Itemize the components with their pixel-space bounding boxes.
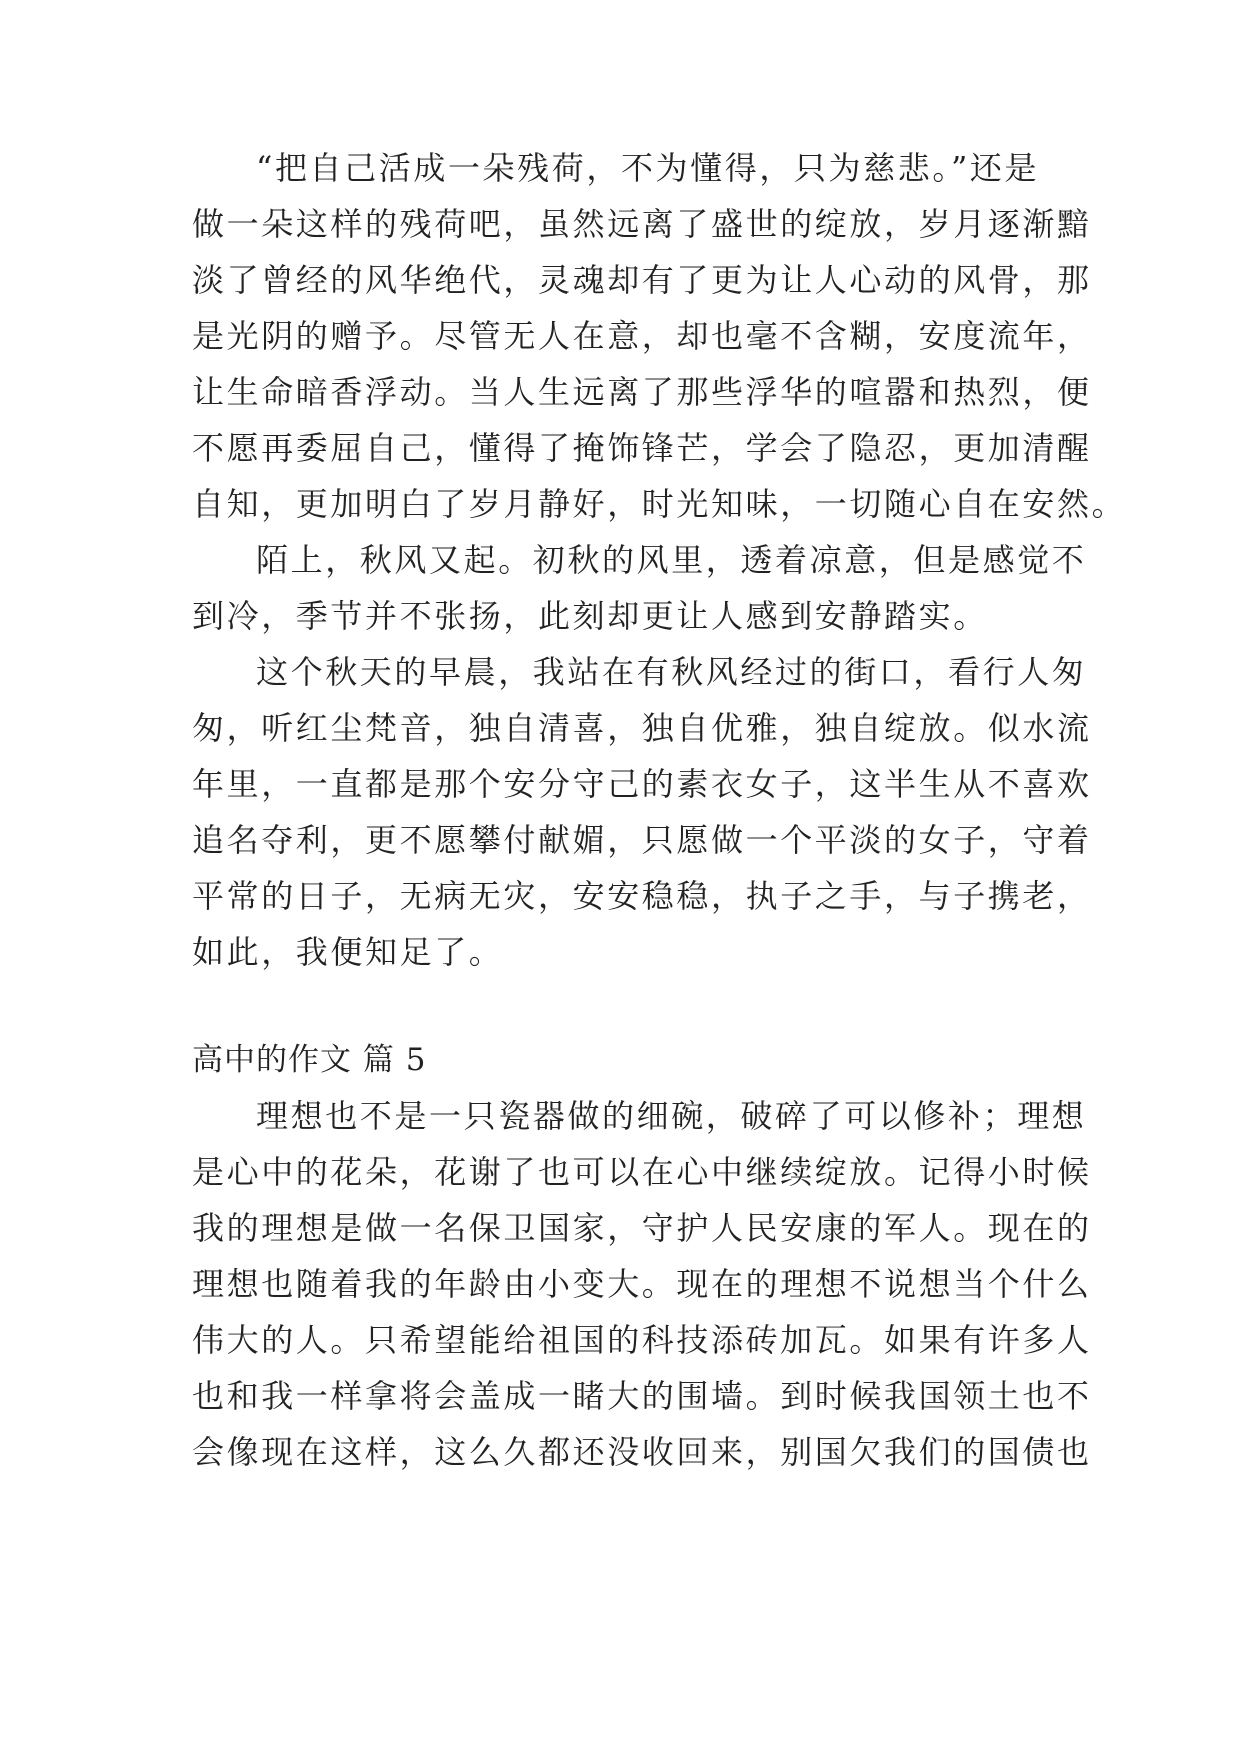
paragraph-line: 淡了曾经的风华绝代，灵魂却有了更为让人心动的风骨，那 [192, 261, 1092, 299]
paragraph-line: 年里，一直都是那个安分守己的素衣女子，这半生从不喜欢 [192, 765, 1092, 803]
section-heading: 高中的作文 篇 5 [192, 1042, 427, 1078]
paragraph-line: 我的理想是做一名保卫国家，守护人民安康的军人。现在的 [192, 1209, 1092, 1247]
paragraph-line: 平常的日子，无病无灾，安安稳稳，执子之手，与子携老， [192, 877, 1092, 915]
paragraph-line: 自知，更加明白了岁月静好，时光知味，一切随心自在安然。 [192, 485, 1127, 523]
paragraph-line: 如此，我便知足了。 [192, 933, 504, 971]
paragraph-line: 理想也随着我的年龄由小变大。现在的理想不说想当个什么 [192, 1265, 1092, 1303]
paragraph-line: 理想也不是一只瓷器做的细碗，破碎了可以修补；理想 [256, 1097, 1087, 1135]
paragraph-line: 会像现在这样，这么久都还没收回来，别国欠我们的国债也 [192, 1433, 1092, 1471]
paragraph-line: 是光阴的赠予。尽管无人在意，却也毫不含糊，安度流年， [192, 317, 1092, 355]
paragraph-line: 匆，听红尘梵音，独自清喜，独自优雅，独自绽放。似水流 [192, 709, 1092, 747]
paragraph-line: 陌上，秋风又起。初秋的风里，透着凉意，但是感觉不 [256, 541, 1087, 579]
paragraph-line: 伟大的人。只希望能给祖国的科技添砖加瓦。如果有许多人 [192, 1321, 1092, 1359]
paragraph-line: 到冷，季节并不张扬，此刻却更让人感到安静踏实。 [192, 597, 988, 635]
paragraph-line: “把自己活成一朵残荷，不为懂得，只为慈悲。”还是 [256, 149, 1040, 187]
paragraph-line: 做一朵这样的残荷吧，虽然远离了盛世的绽放，岁月逐渐黯 [192, 205, 1092, 243]
paragraph-line: 追名夺利，更不愿攀付献媚，只愿做一个平淡的女子，守着 [192, 821, 1092, 859]
paragraph-line: 也和我一样拿将会盖成一睹大的围墙。到时候我国领土也不 [192, 1377, 1092, 1415]
paragraph-line: 让生命暗香浮动。当人生远离了那些浮华的喧嚣和热烈，便 [192, 373, 1092, 411]
paragraph-line: 这个秋天的早晨，我站在有秋风经过的街口，看行人匆 [256, 653, 1087, 691]
paragraph-line: 是心中的花朵，花谢了也可以在心中继续绽放。记得小时候 [192, 1153, 1092, 1191]
paragraph-line: 不愿再委屈自己，懂得了掩饰锋芒，学会了隐忍，更加清醒 [192, 429, 1092, 467]
